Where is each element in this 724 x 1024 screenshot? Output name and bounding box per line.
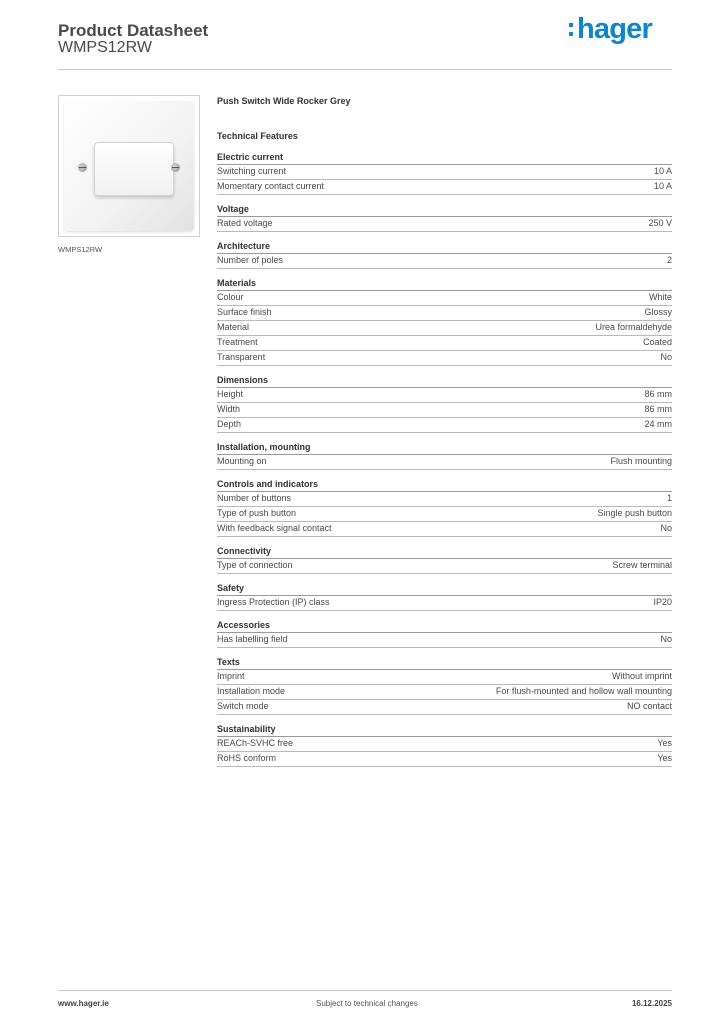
feature-label: Imprint bbox=[217, 671, 245, 681]
page-title: Product Datasheet bbox=[58, 21, 209, 40]
feature-row bbox=[217, 388, 672, 403]
feature-label: Surface finish bbox=[217, 307, 272, 317]
feature-label: Transparent bbox=[217, 352, 266, 362]
footer-divider bbox=[58, 990, 672, 991]
feature-value: 2 bbox=[666, 255, 672, 265]
feature-value: 250 V bbox=[648, 218, 672, 228]
feature-row bbox=[217, 752, 672, 767]
feature-row bbox=[217, 737, 672, 752]
screw-icon bbox=[78, 163, 87, 172]
feature-row bbox=[217, 559, 672, 574]
section-title: Safety bbox=[217, 582, 672, 596]
feature-sections bbox=[217, 151, 672, 767]
feature-label: Treatment bbox=[217, 337, 258, 347]
feature-value: Screw terminal bbox=[612, 560, 672, 570]
switch-rocker bbox=[94, 142, 174, 196]
feature-row bbox=[217, 321, 672, 336]
feature-value: No bbox=[660, 523, 672, 533]
feature-label: Installation mode bbox=[217, 686, 286, 696]
footer-website: www.hager.ie bbox=[58, 999, 109, 1008]
feature-value: Flush mounting bbox=[610, 456, 672, 466]
feature-value: 10 A bbox=[653, 166, 672, 176]
feature-row bbox=[217, 217, 672, 232]
feature-value: No bbox=[660, 634, 672, 644]
feature-value: Urea formaldehyde bbox=[595, 322, 672, 332]
section-title: Architecture bbox=[217, 240, 672, 254]
feature-row bbox=[217, 351, 672, 366]
feature-value: 24 mm bbox=[644, 419, 672, 429]
section-title: Materials bbox=[217, 277, 672, 291]
feature-value: No bbox=[660, 352, 672, 362]
feature-value: 1 bbox=[666, 493, 672, 503]
logo-text: hager bbox=[577, 13, 652, 45]
feature-label: Ingress Protection (IP) class bbox=[217, 597, 330, 607]
feature-label: Material bbox=[217, 322, 250, 332]
feature-value: For flush-mounted and hollow wall mounting bbox=[495, 686, 672, 696]
feature-label: Switching current bbox=[217, 166, 287, 176]
feature-row bbox=[217, 522, 672, 537]
feature-section bbox=[217, 277, 672, 366]
feature-label: Momentary contact current bbox=[217, 181, 325, 191]
section-title: Controls and indicators bbox=[217, 478, 672, 492]
feature-value: 86 mm bbox=[644, 404, 672, 414]
feature-value: 10 A bbox=[653, 181, 672, 191]
feature-value: Yes bbox=[657, 738, 672, 748]
technical-features-title: Technical Features bbox=[217, 131, 298, 141]
header-divider bbox=[58, 69, 672, 70]
feature-label: Switch mode bbox=[217, 701, 269, 711]
feature-label: Type of push button bbox=[217, 508, 297, 518]
feature-section bbox=[217, 151, 672, 195]
feature-section bbox=[217, 582, 672, 611]
section-title: Texts bbox=[217, 656, 672, 670]
feature-value: Coated bbox=[642, 337, 672, 347]
feature-row bbox=[217, 291, 672, 306]
screw-icon bbox=[171, 163, 180, 172]
feature-label: Colour bbox=[217, 292, 244, 302]
feature-value: Yes bbox=[657, 753, 672, 763]
feature-section bbox=[217, 545, 672, 574]
feature-label: Number of buttons bbox=[217, 493, 292, 503]
feature-label: Type of connection bbox=[217, 560, 293, 570]
section-title: Sustainability bbox=[217, 723, 672, 737]
feature-value: White bbox=[648, 292, 672, 302]
feature-label: Rated voltage bbox=[217, 218, 273, 228]
section-title: Electric current bbox=[217, 151, 672, 165]
feature-section bbox=[217, 374, 672, 433]
feature-row bbox=[217, 165, 672, 180]
feature-label: Width bbox=[217, 404, 241, 414]
section-title: Installation, mounting bbox=[217, 441, 672, 455]
feature-value: IP20 bbox=[653, 597, 672, 607]
feature-row bbox=[217, 685, 672, 700]
feature-label: Mounting on bbox=[217, 456, 267, 466]
feature-section bbox=[217, 478, 672, 537]
footer-date: 16.12.2025 bbox=[631, 999, 672, 1008]
footer-notice: Subject to technical changes bbox=[316, 999, 418, 1008]
feature-row bbox=[217, 336, 672, 351]
datasheet-content bbox=[217, 95, 672, 775]
feature-label: Number of poles bbox=[217, 255, 284, 265]
section-title: Voltage bbox=[217, 203, 672, 217]
feature-row bbox=[217, 254, 672, 269]
feature-row bbox=[217, 418, 672, 433]
feature-value: Without imprint bbox=[611, 671, 672, 681]
feature-label: With feedback signal contact bbox=[217, 523, 332, 533]
feature-label: RoHS conform bbox=[217, 753, 277, 763]
feature-label: Depth bbox=[217, 419, 242, 429]
feature-value: Single push button bbox=[597, 508, 672, 518]
feature-row bbox=[217, 633, 672, 648]
feature-row bbox=[217, 180, 672, 195]
feature-value: NO contact bbox=[626, 701, 672, 711]
feature-row bbox=[217, 455, 672, 470]
feature-row bbox=[217, 670, 672, 685]
feature-row bbox=[217, 492, 672, 507]
feature-section bbox=[217, 203, 672, 232]
feature-value: Glossy bbox=[644, 307, 672, 317]
feature-section bbox=[217, 441, 672, 470]
logo-dots-icon bbox=[569, 23, 574, 41]
feature-row bbox=[217, 306, 672, 321]
feature-row bbox=[217, 700, 672, 715]
feature-value: 86 mm bbox=[644, 389, 672, 399]
product-name: Push Switch Wide Rocker Grey bbox=[217, 96, 351, 106]
feature-row bbox=[217, 507, 672, 522]
feature-section bbox=[217, 723, 672, 767]
feature-label: REACh-SVHC free bbox=[217, 738, 294, 748]
switch-plate bbox=[64, 101, 194, 231]
image-caption: WMPS12RW bbox=[58, 245, 103, 254]
section-title: Connectivity bbox=[217, 545, 672, 559]
feature-label: Height bbox=[217, 389, 244, 399]
product-code: WMPS12RW bbox=[58, 39, 152, 56]
feature-label: Has labelling field bbox=[217, 634, 288, 644]
section-title: Dimensions bbox=[217, 374, 672, 388]
feature-row bbox=[217, 596, 672, 611]
product-image bbox=[58, 95, 200, 237]
feature-row bbox=[217, 403, 672, 418]
feature-section bbox=[217, 656, 672, 715]
feature-section bbox=[217, 240, 672, 269]
feature-section bbox=[217, 619, 672, 648]
section-title: Accessories bbox=[217, 619, 672, 633]
